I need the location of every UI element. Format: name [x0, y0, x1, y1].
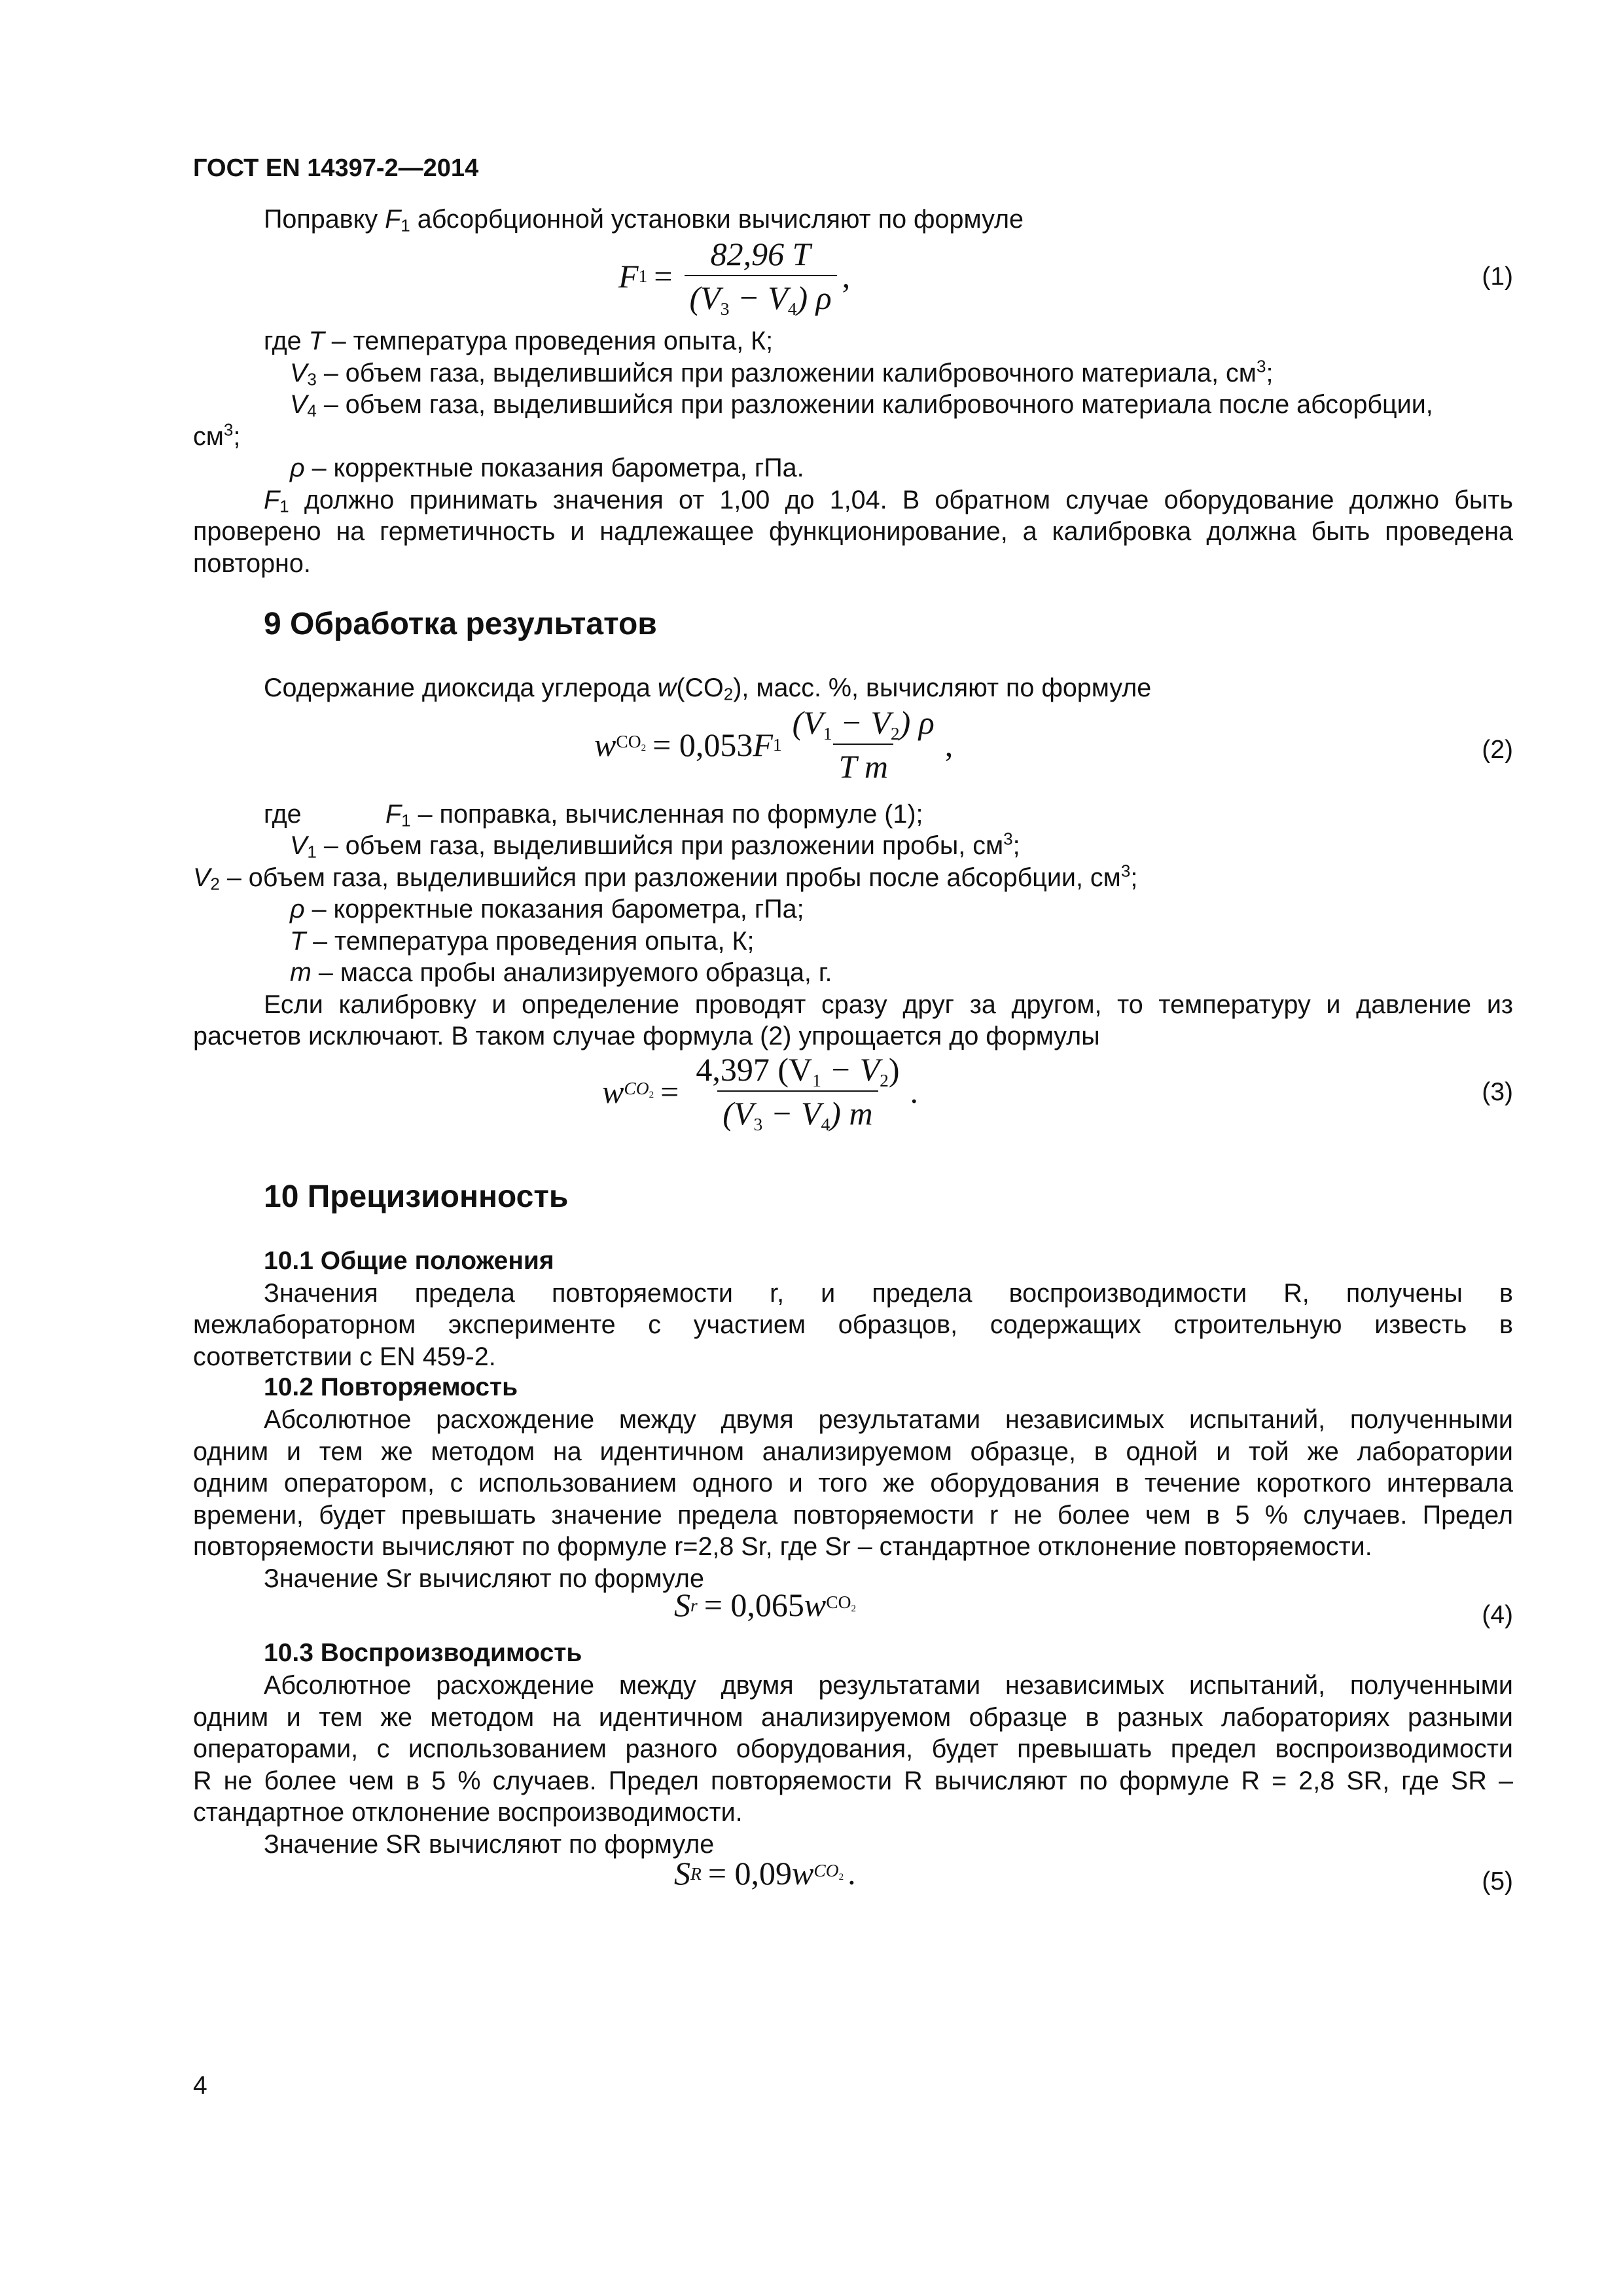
- where-item: где T – температура проведения опыта, К;: [264, 327, 774, 355]
- where-item: ρ – корректные показания барометра, гПа.: [290, 454, 804, 482]
- paragraph-line: повторно.: [193, 549, 311, 578]
- section-10-title: 10 Прецизионность: [264, 1179, 569, 1214]
- where-item: T – температура проведения опыта, К;: [290, 927, 755, 956]
- where-item: $V_4$ – объем газа, выделившийся при разложении калибровочного материала после абсорбции,: [290, 390, 1433, 421]
- paragraph-line: стандартное отклонение воспроизводимости.: [193, 1798, 743, 1827]
- formula-3-number: (3): [1482, 1078, 1513, 1106]
- formula-2-fraction: $\frac{(V_1 - V_2) \rho}{\text{T m}}$: [792, 704, 935, 785]
- paragraph-line: одним и тем же методом на идентичном анализируемом образце, в одной и той же лаборатории: [193, 1437, 1513, 1466]
- where-item: $V_3$ – объем газа, выделившийся при разложении калибровочного материала, $см^3$;: [290, 356, 1274, 389]
- subsection-10-1-title: 10.1 Общие положения: [264, 1247, 554, 1275]
- formula-4-number: (4): [1482, 1601, 1513, 1629]
- paragraph-line: R не более чем в 5 % случаев. Предел повторяемости R вычисляют по формуле R = 2,8 SR, где SR –: [193, 1767, 1513, 1795]
- formula-3: w $CO_2$ = $\frac{4,397 (V_1 - V_2)}{(V_3 - V_4) m}$ .: [602, 1051, 919, 1134]
- paragraph-line: расчетов исключают. В таком случае формула (2) упрощается до формулы: [193, 1022, 1100, 1050]
- formula-5-number: (5): [1482, 1867, 1513, 1895]
- paragraph-line: одним оператором, с использованием одного и того же оборудования в течение короткого интервала: [193, 1469, 1513, 1498]
- formula-4: S r = 0,065 w $CO_2$: [674, 1587, 857, 1623]
- where-item: m – масса пробы анализируемого образца, г.: [290, 958, 832, 987]
- paragraph-line: повторяемости вычисляют по формуле r=2,8 Sr, где Sr – стандартное отклонение повторяемости.: [193, 1532, 1372, 1561]
- where-item: ρ – корректные показания барометра, гПа;: [290, 895, 804, 924]
- subsection-10-2-title: 10.2 Повторяемость: [264, 1373, 518, 1401]
- page-number: 4: [193, 2072, 207, 2100]
- paragraph-line: $F_1$ должно принимать значения от 1,00 до 1,04. В обратном случае оборудование должно быть: [264, 486, 1513, 516]
- paragraph-line: времени, будет превышать значение предела повторяемости r не более чем в 5 % случаев. Предел: [193, 1501, 1513, 1530]
- paragraph-line: Абсолютное расхождение между двумя результатами независимых испытаний, полученными: [264, 1671, 1513, 1700]
- section-9-intro: Содержание диоксида углерода $w(CO_2)$, масс. %, вычисляют по формуле: [264, 673, 1152, 704]
- where-item: где $F_1$ – поправка, вычисленная по формуле (1);: [264, 800, 923, 831]
- paragraph-line: Значение Sr вычисляют по формуле: [264, 1564, 704, 1593]
- where-item: $V_1$ – объем газа, выделившийся при разложении пробы, $см^3$;: [290, 829, 1020, 862]
- subsection-10-3-title: 10.3 Воспроизводимость: [264, 1639, 582, 1667]
- paragraph-line: соответствии с EN 459-2.: [193, 1342, 496, 1371]
- paragraph-line: проверено на герметичность и надлежащее функционирование, а калибровка должна быть проведена: [193, 517, 1513, 546]
- formula-5: S R = 0,09 w $CO_2$ .: [674, 1855, 856, 1892]
- formula-3-fraction: $\frac{4,397 (V_1 - V_2)}{(V_3 - V_4) m}$: [696, 1051, 900, 1134]
- intro-line: Поправку $F_1$ абсорбционной установки вычисляют по формуле: [264, 205, 1024, 236]
- section-9-title: 9 Обработка результатов: [264, 607, 657, 641]
- paragraph-line: межлабораторном эксперименте с участием образцов, содержащих строительную известь в: [193, 1310, 1513, 1339]
- where-item: $V_2$ – объем газа, выделившийся при разложении пробы после абсорбции, $см^3$;: [193, 861, 1138, 894]
- formula-1-fraction: $\frac{82,96 T}{(V_3 - V_4) \rho}$: [685, 236, 837, 317]
- paragraph-line: Абсолютное расхождение между двумя результатами независимых испытаний, полученными: [264, 1405, 1513, 1434]
- paragraph-line: Значение SR вычисляют по формуле: [264, 1830, 715, 1859]
- paragraph-line: Значения предела повторяемости r, и предела воспроизводимости R, получены в: [264, 1279, 1513, 1308]
- formula-2: w $CO_2$ = 0,053 F 1 $\frac{(V_1 - V_2) \rho}{\text{T m}}$ ,: [594, 704, 954, 785]
- paragraph-line: одним и тем же методом на идентичном анализируемом образце в разных лабораториях разными: [193, 1703, 1513, 1732]
- where-item: $см^3$;: [193, 420, 241, 451]
- paragraph-line: операторами, с использованием разного оборудования, будет превышать предел воспроизводимости: [193, 1734, 1513, 1763]
- formula-2-number: (2): [1482, 736, 1513, 764]
- paragraph-line: Если калибровку и определение проводят сразу друг за другом, то температуру и давление из: [264, 990, 1513, 1019]
- formula-1: F 1 = $\frac{82,96 T}{(V_3 - V_4) \rho}$ ,: [618, 236, 851, 319]
- formula-1-number: (1): [1482, 262, 1513, 291]
- document-header: ГОСТ EN 14397-2—2014: [193, 154, 479, 182]
